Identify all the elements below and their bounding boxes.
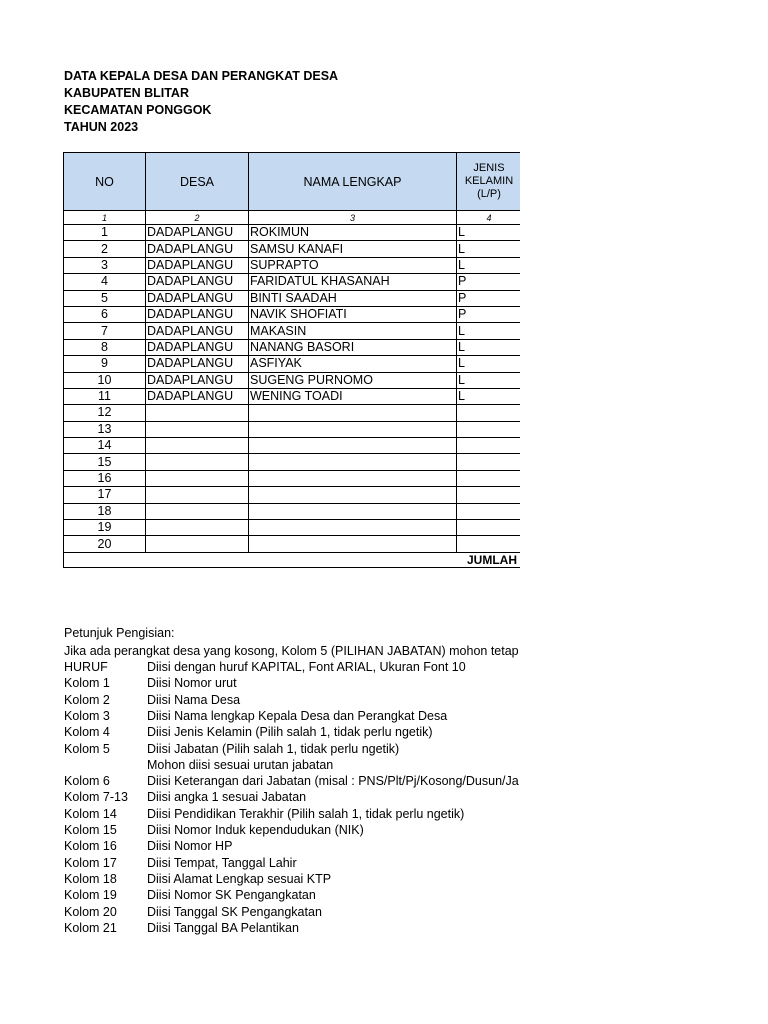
column-number: 3 [249, 211, 457, 225]
instruction-value: Diisi Nama Desa [147, 692, 241, 707]
jenis-kelamin-cell: L [457, 225, 521, 241]
row-number: 2 [64, 241, 146, 257]
instruction-item [64, 920, 520, 936]
instruction-value: Diisi Tanggal SK Pengangkatan [147, 904, 322, 919]
table-row [64, 372, 521, 388]
total-spacer [249, 552, 457, 567]
table-row [64, 339, 521, 355]
instruction-key: Kolom 21 [64, 920, 117, 935]
instruction-item [64, 904, 520, 920]
instruction-key: Kolom 6 [64, 774, 110, 789]
table-row [64, 470, 521, 486]
nama-cell: SUGENG PURNOMO [249, 372, 457, 388]
header-jenis-kelamin: JENIS KELAMIN (L/P) [457, 153, 521, 211]
table-row [64, 356, 521, 372]
instruction-item [64, 741, 520, 757]
data-table [63, 152, 520, 568]
nama-cell: MAKASIN [249, 323, 457, 339]
jenis-kelamin-cell: P [457, 274, 521, 290]
row-number: 10 [64, 372, 146, 388]
table-row [64, 405, 521, 421]
title-line-2: KABUPATEN BLITAR [64, 86, 189, 100]
table-row [64, 290, 521, 306]
table-row [64, 274, 521, 290]
instruction-item [64, 757, 520, 773]
instruction-item [64, 708, 520, 724]
table-row [64, 438, 521, 454]
instruction-value: Diisi Tempat, Tanggal Lahir [147, 855, 297, 870]
row-number: 12 [64, 405, 146, 421]
total-spacer [64, 552, 146, 567]
jenis-kelamin-cell: L [457, 388, 521, 404]
instruction-value: Diisi Nomor SK Pengangkatan [147, 888, 316, 903]
instruction-value: Diisi Nomor Induk kependudukan (NIK) [147, 823, 364, 838]
nama-cell [249, 487, 457, 503]
row-number: 17 [64, 487, 146, 503]
instruction-value: Diisi dengan huruf KAPITAL, Font ARIAL, Ukuran Font 10 [147, 660, 466, 675]
instruction-value: Diisi Nama lengkap Kepala Desa dan Perangkat Desa [147, 708, 448, 723]
desa-cell: DADAPLANGU [146, 241, 249, 257]
total-spacer [146, 552, 249, 567]
nama-cell [249, 421, 457, 437]
instruction-key: Kolom 1 [64, 676, 110, 691]
row-number: 8 [64, 339, 146, 355]
row-number: 5 [64, 290, 146, 306]
instruction-item [64, 675, 520, 691]
instruction-value: Diisi Nomor urut [147, 676, 237, 691]
row-number: 4 [64, 274, 146, 290]
instruction-value: Diisi Keterangan dari Jabatan (misal : PNS/Plt/Pj/Kosong/Dusun/Ja [147, 774, 519, 789]
nama-cell: SUPRAPTO [249, 257, 457, 273]
nama-cell: SAMSU KANAFI [249, 241, 457, 257]
jenis-kelamin-cell: P [457, 290, 521, 306]
desa-cell: DADAPLANGU [146, 356, 249, 372]
total-label: JUMLAH [457, 552, 521, 567]
row-number: 9 [64, 356, 146, 372]
jenis-kelamin-cell: L [457, 241, 521, 257]
nama-cell [249, 438, 457, 454]
desa-cell [146, 520, 249, 536]
document-title [64, 68, 338, 136]
instruction-item [64, 806, 520, 822]
instruction-item [64, 659, 520, 675]
column-number: 4 [457, 211, 521, 225]
row-number: 1 [64, 225, 146, 241]
desa-cell [146, 536, 249, 552]
nama-cell: NAVIK SHOFIATI [249, 306, 457, 322]
instruction-value: Diisi Pendidikan Terakhir (Pilih salah 1, tidak perlu ngetik) [147, 806, 465, 821]
nama-cell [249, 470, 457, 486]
filling-instructions [64, 625, 520, 936]
desa-cell [146, 438, 249, 454]
desa-cell: DADAPLANGU [146, 388, 249, 404]
desa-cell: DADAPLANGU [146, 225, 249, 241]
column-number: 1 [64, 211, 146, 225]
header-desa: DESA [146, 153, 249, 211]
nama-cell [249, 536, 457, 552]
nama-cell [249, 520, 457, 536]
instruction-value: Diisi Tanggal BA Pelantikan [147, 920, 299, 935]
desa-cell [146, 470, 249, 486]
desa-cell [146, 405, 249, 421]
row-number: 13 [64, 421, 146, 437]
desa-cell: DADAPLANGU [146, 274, 249, 290]
table-row [64, 421, 521, 437]
desa-cell: DADAPLANGU [146, 306, 249, 322]
jenis-kelamin-cell: L [457, 356, 521, 372]
instruction-item [64, 724, 520, 740]
column-number: 2 [146, 211, 249, 225]
row-number: 19 [64, 520, 146, 536]
jenis-kelamin-cell [457, 405, 521, 421]
instruction-item [64, 789, 520, 805]
instruction-key [64, 757, 147, 773]
table-row [64, 225, 521, 241]
row-number: 20 [64, 536, 146, 552]
row-number: 3 [64, 257, 146, 273]
title-line-4: TAHUN 2023 [64, 120, 139, 134]
instruction-value: Diisi Nomor HP [147, 839, 233, 854]
desa-cell: DADAPLANGU [146, 257, 249, 273]
jenis-kelamin-cell [457, 454, 521, 470]
nama-cell [249, 454, 457, 470]
header-no: NO [64, 153, 146, 211]
desa-cell: DADAPLANGU [146, 339, 249, 355]
desa-cell: DADAPLANGU [146, 290, 249, 306]
desa-cell: DADAPLANGU [146, 372, 249, 388]
instruction-key: Kolom 17 [64, 855, 117, 870]
nama-cell: ROKIMUN [249, 225, 457, 241]
jenis-kelamin-cell [457, 520, 521, 536]
instruction-item [64, 871, 520, 887]
jenis-kelamin-cell [457, 421, 521, 437]
instruction-item [64, 855, 520, 871]
table-row [64, 503, 521, 519]
instructions-heading: Petunjuk Pengisian: [64, 626, 175, 640]
table-row [64, 241, 521, 257]
nama-cell [249, 405, 457, 421]
header-nama-lengkap: NAMA LENGKAP [249, 153, 457, 211]
instruction-value: Diisi angka 1 sesuai Jabatan [147, 790, 307, 805]
instruction-item [64, 692, 520, 708]
desa-cell [146, 503, 249, 519]
nama-cell: FARIDATUL KHASANAH [249, 274, 457, 290]
desa-cell: DADAPLANGU [146, 323, 249, 339]
nama-cell: ASFIYAK [249, 356, 457, 372]
instruction-item [64, 838, 520, 854]
instruction-item [64, 822, 520, 838]
table-row [64, 454, 521, 470]
row-number: 15 [64, 454, 146, 470]
jenis-kelamin-cell [457, 438, 521, 454]
table-row [64, 487, 521, 503]
instruction-key: Kolom 7-13 [64, 790, 128, 805]
instruction-key: Kolom 20 [64, 904, 117, 919]
table-row [64, 388, 521, 404]
jenis-kelamin-cell [457, 536, 521, 552]
data-table-area [63, 152, 520, 572]
desa-cell [146, 421, 249, 437]
row-number: 6 [64, 306, 146, 322]
instruction-key: Kolom 19 [64, 888, 117, 903]
instruction-key: Kolom 4 [64, 725, 110, 740]
instruction-value: Diisi Jenis Kelamin (Pilih salah 1, tidak perlu ngetik) [147, 725, 433, 740]
instruction-key: Kolom 18 [64, 871, 117, 886]
instructions-intro: Jika ada perangkat desa yang kosong, Kolom 5 (PILIHAN JABATAN) mohon tetap [64, 643, 519, 658]
instruction-value: Diisi Jabatan (Pilih salah 1, tidak perlu ngetik) [147, 741, 400, 756]
table-row [64, 306, 521, 322]
instruction-key: Kolom 5 [64, 741, 110, 756]
instruction-value: Diisi Alamat Lengkap sesuai KTP [147, 871, 332, 886]
title-line-1: DATA KEPALA DESA DAN PERANGKAT DESA [64, 69, 339, 83]
row-number: 14 [64, 438, 146, 454]
jenis-kelamin-cell: L [457, 257, 521, 273]
jenis-kelamin-cell [457, 470, 521, 486]
instruction-key: Kolom 14 [64, 806, 117, 821]
row-number: 16 [64, 470, 146, 486]
instruction-key: Kolom 2 [64, 692, 110, 707]
instruction-item [64, 773, 520, 789]
instruction-item [64, 887, 520, 903]
jenis-kelamin-cell: P [457, 306, 521, 322]
jenis-kelamin-cell: L [457, 323, 521, 339]
jenis-kelamin-cell [457, 487, 521, 503]
instruction-key: Kolom 3 [64, 708, 110, 723]
nama-cell: BINTI SAADAH [249, 290, 457, 306]
nama-cell: NANANG BASORI [249, 339, 457, 355]
row-number: 11 [64, 388, 146, 404]
table-row [64, 257, 521, 273]
jenis-kelamin-cell [457, 503, 521, 519]
nama-cell: WENING TOADI [249, 388, 457, 404]
instruction-key: Kolom 16 [64, 839, 117, 854]
jenis-kelamin-cell: L [457, 339, 521, 355]
jenis-kelamin-cell: L [457, 372, 521, 388]
title-line-3: KECAMATAN PONGGOK [64, 103, 212, 117]
instruction-key: HURUF [64, 660, 108, 675]
nama-cell [249, 503, 457, 519]
row-number: 18 [64, 503, 146, 519]
table-row [64, 520, 521, 536]
desa-cell [146, 454, 249, 470]
instruction-key: Kolom 15 [64, 823, 117, 838]
table-row [64, 536, 521, 552]
table-row [64, 323, 521, 339]
desa-cell [146, 487, 249, 503]
row-number: 7 [64, 323, 146, 339]
instruction-value: Mohon diisi sesuai urutan jabatan [147, 757, 334, 772]
